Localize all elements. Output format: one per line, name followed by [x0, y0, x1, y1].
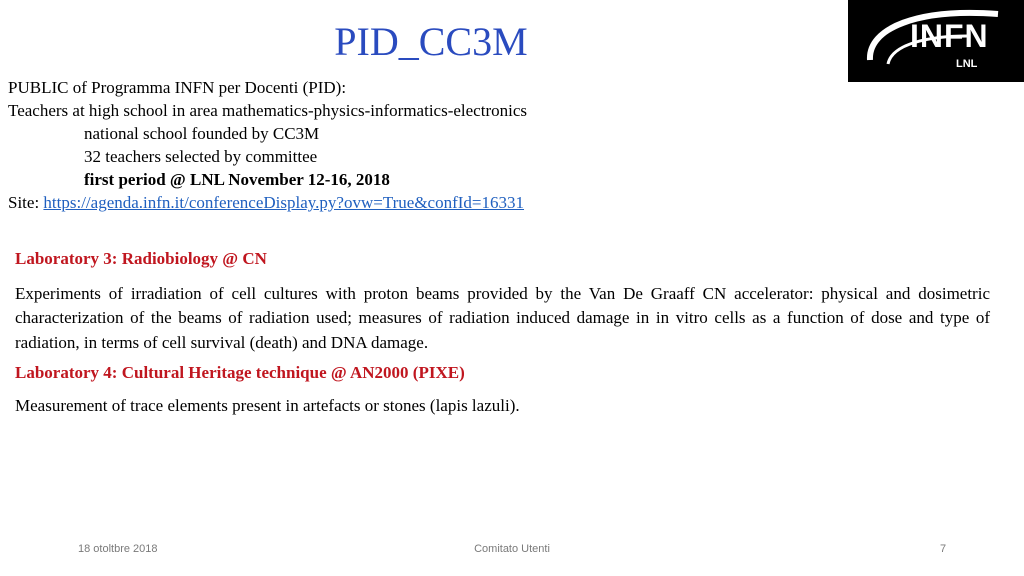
intro-line-1: PUBLIC of Programma INFN per Docenti (PID):	[8, 78, 347, 97]
lab-3-description: Experiments of irradiation of cell cultures with proton beams provided by the Van De Graaff CN accelerator: physical and dosimetric characterization of the beams of radiation used; measures of radiation induced damage in in vitro cells as a function of dose and type of radiation, in terms of cell survival (death) and DNA damage.	[15, 283, 990, 352]
labs-section	[15, 247, 990, 418]
footer-page-number: 7	[940, 543, 947, 555]
site-line	[8, 191, 527, 214]
intro-line-3: national school founded by CC3M	[84, 124, 320, 143]
intro-block	[8, 76, 527, 214]
infn-logo	[848, 0, 1024, 82]
slide-title: PID_CC3M	[334, 19, 528, 64]
intro-line-5: first period @ LNL November 12-16, 2018	[84, 170, 390, 189]
logo-text: INFN	[910, 18, 989, 54]
footer-center: Comitato Utenti	[474, 543, 550, 555]
intro-line-4: 32 teachers selected by committee	[84, 147, 318, 166]
lab-3-title: Laboratory 3: Radiobiology @ CN	[15, 249, 267, 268]
lab-4-title: Laboratory 4: Cultural Heritage technique @ AN2000 (PIXE)	[15, 363, 465, 382]
logo-subtext: LNL	[956, 58, 978, 70]
intro-line-2: Teachers at high school in area mathematics-physics-informatics-electronics	[8, 101, 527, 120]
site-link[interactable]: https://agenda.infn.it/conferenceDisplay.py?ovw=True&confId=16331	[43, 193, 525, 212]
site-label: Site:	[8, 193, 44, 212]
footer-date: 18 otoltbre 2018	[78, 543, 158, 555]
lab-4-description: Measurement of trace elements present in artefacts or stones (lapis lazuli).	[15, 395, 520, 415]
